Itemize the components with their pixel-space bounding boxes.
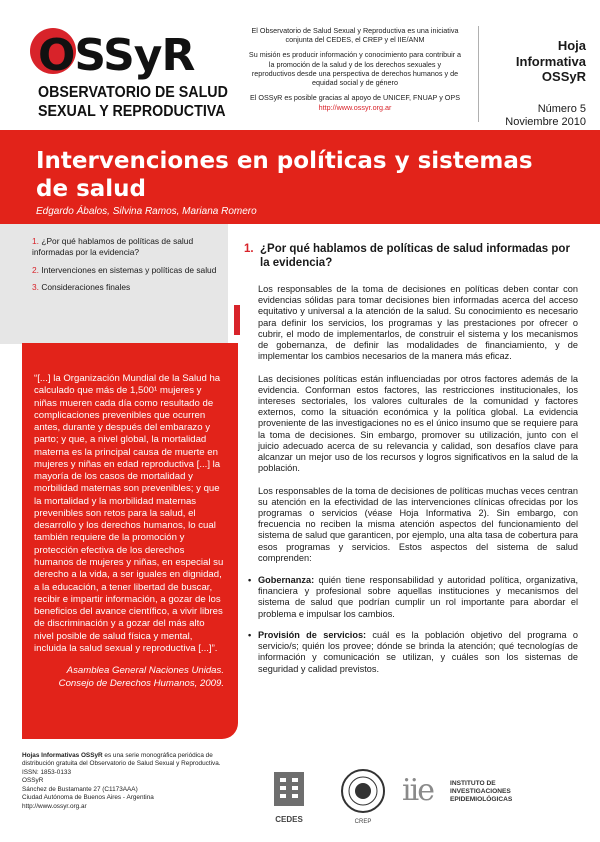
issue-title-line1: Hoja [557,38,586,53]
section-number: 1. [244,243,254,255]
body-paragraph-2: Las decisiones políticas están influenciadas por otros factores además de la evidencia. Conforman estos factores, las restricciones institucionales, los intereses sectoriales, los valores culturales de la comunidad y factores externos, como la situación económica y la política global. La evidencia proveniente de las investigaciones no es el único insumo que se requiere para la toma de decisiones. Sin embargo, promover su utilización, junto con el juicio adecuado acerca de su relevancia y calidad, son desafíos clave para alcanzar un mejor uso de los recursos y logros significativos en la salud de la población. [258,373,578,474]
quote-source-line2: Consejo de Derechos Humanos, 2009. [58,677,224,689]
toc-item-number: 3. [32,282,39,293]
body-paragraph-1: Los responsables de la toma de decisiones en políticas deben contar con evidencias sólidas para tomar decisiones bien informadas acerca del acceso equitativo y universal a la atención de la salud. Su conocimiento es necesario para definir los servicios, los programas y las prestaciones por ofrecer o cubrir, el modo de implementarlos, de construir el sistema y los mecanismos de gobernanza, de definir las modalidades de financiamiento, y de implementar los cambios necesarios de la manera más eficaz. [258,284,578,362]
iie-logo [402,773,582,812]
body-paragraph-3: Los responsables de la toma de decisiones de políticas muchas veces centran su atención en la efectividad de las intervenciones clínicas ofrecidas por los programas o servicios (véase Hoja Informativa 2). Sin embargo, con frecuencia no reciben la misma atención aspectos del funcionamiento del sistema de salud que garanticen, por ejemplo, una alta tasa de cobertura para esos programas y servicios. Estos aspectos del sistema de salud comprenden: [258,485,578,563]
quote-source [34,665,224,690]
footer-url-link[interactable]: http://www.ossyr.org.ar [22,802,87,810]
iie-name-line2: INVESTIGACIONES [450,788,511,796]
crep-seal-icon [340,768,386,814]
footer-info [22,752,232,811]
body-column [248,284,578,685]
list-item-text: quién tiene responsabilidad y autoridad política, organizativa, financiera y profesional sobre aquellas instituciones y mecanismos del sistema de salud que podrían cumplir un rol importante para abordar el problema e impulsar los cambios. [258,575,578,619]
ossyr-logo [28,22,248,126]
toc-item-number: 2. [32,264,39,275]
issue-info [486,38,586,129]
list-item-text: cuál es la población objetivo del programa o servicio/s; quién los provee; dónde se brinda la atención; qué tecnologías de información y comunicación se utilizan, y cuáles son los sistemas de seguridad y calidad previstos. [258,629,578,674]
issue-date: Noviembre 2010 [505,115,586,128]
iie-name [450,780,580,805]
header-info-mission: Su misión es producir información y conocimiento para contribuir a la promoción de la salud y de los derechos sexuales y reproductivos desde una perspectiva de derechos humanos y de equidad social y de género [248,50,462,88]
issue-number: Número 5 [537,102,586,115]
title-band [0,130,600,224]
header-info-support: El OSSyR es posible gracias al apoyo de UNICEF, FNUAP y OPS [250,93,460,103]
footer-series-desc: es una serie monográfica periódica de distribución gratuita del Observatorio de Salud Sexual y Reproductiva. [22,752,221,768]
authors: Edgardo Ábalos, Silvina Ramos, Mariana Romero [36,206,257,217]
toc-item[interactable] [32,236,218,258]
iie-name-line3: EPIDEMIOLÓGICAS [450,796,513,804]
bullet-icon: • [248,575,252,586]
iie-name-line1: INSTITUTO DE [450,780,496,787]
footer-address1: Sánchez de Bustamante 27 (C1173AAA) [22,785,138,793]
logo-wordmark: OSSyR [38,30,195,81]
issue-title-line2: Informativa [515,53,586,69]
footer-address2: Ciudad Autónoma de Buenos Aires - Argentina [22,794,154,802]
quote-text: “[...] la Organización Mundial de la Salud ha calculado que más de 1,500¹ mujeres y niñas mueren cada día como resultado de complicaciones prevenibles que ocurren antes, durante y después del embarazo y parto; y que, a nivel global, la mortalidad materna es la principal causa de muerte en mujeres y niñas en edad reproductiva [...] la mayoría de los casos de mortalidad y morbilidad maternas son prevenibles; y que la mortalidad y la morbilidad maternas prevenibles son retos para la salud, el desarrollo y los derechos humanos, lo cual también requiere de la promoción y protección efectiva de los derechos humanos de mujeres y niñas, en especial su derecho a la vida, a ser iguales en dignidad, a la educación, a tener libertad de buscar, recibir e impartir información, a gozar de los beneficios del avance científico, a vivir libres de discriminación y a gozar del más alto nivel posible de salud física y mental, incluida la salud sexual y reproductiva [...]”. [34,373,224,654]
cedes-emblem-icon [268,770,310,808]
toc-item-text: Intervenciones en sistemas y políticas de salud [41,264,217,275]
page-title: Intervenciones en políticas y sistemas de salud [36,148,533,202]
crep-label: CREP [354,819,372,825]
toc-item-text: Consideraciones finales [41,282,131,293]
footer-series-title: Hojas Informativas OSSyR [22,752,103,759]
section-heading [244,242,578,271]
header-divider [478,26,479,122]
cedes-logo [268,770,310,822]
logo-subtitle-line2: SEXUAL Y REPRODUCTIVA [38,103,226,120]
header-info [248,26,462,118]
crep-logo [338,768,388,824]
logo-subtitle-line1: OBSERVATORIO DE SALUD [38,84,228,101]
list-item-term: Provisión de servicios: [258,629,367,640]
quote-box [22,343,238,739]
section-marker-bar [234,305,240,335]
quote-source-line1: Asamblea General Naciones Unidas. [66,665,224,677]
header-info-initiative: El Observatorio de Salud Sexual y Reproductiva es una iniciativa conjunta del CEDES, el CREP y el IIE/ANM [251,26,459,45]
toc-item[interactable] [32,265,218,276]
footer-issn: ISSN: 1853-0133 [22,768,72,776]
toc-item-number: 1. [32,236,39,246]
list-item-term: Gobernanza: [258,575,315,586]
list-item [248,629,578,675]
table-of-contents [0,224,228,344]
cedes-label: CEDES [275,815,303,824]
bullet-icon: • [248,629,252,640]
toc-item[interactable] [32,282,218,293]
issue-title-line3: OSSyR [541,69,586,85]
footer-org: OSSyR [22,777,44,785]
system-aspects-list [248,575,578,675]
header-url-link[interactable]: http://www.ossyr.org.ar [318,102,392,112]
toc-item-text: ¿Por qué hablamos de políticas de salud informadas por la evidencia? [32,236,194,257]
list-item [248,575,578,620]
section-heading-text: ¿Por qué hablamos de políticas de salud informadas por la evidencia? [260,243,570,270]
iie-wordmark: iie [402,773,433,808]
